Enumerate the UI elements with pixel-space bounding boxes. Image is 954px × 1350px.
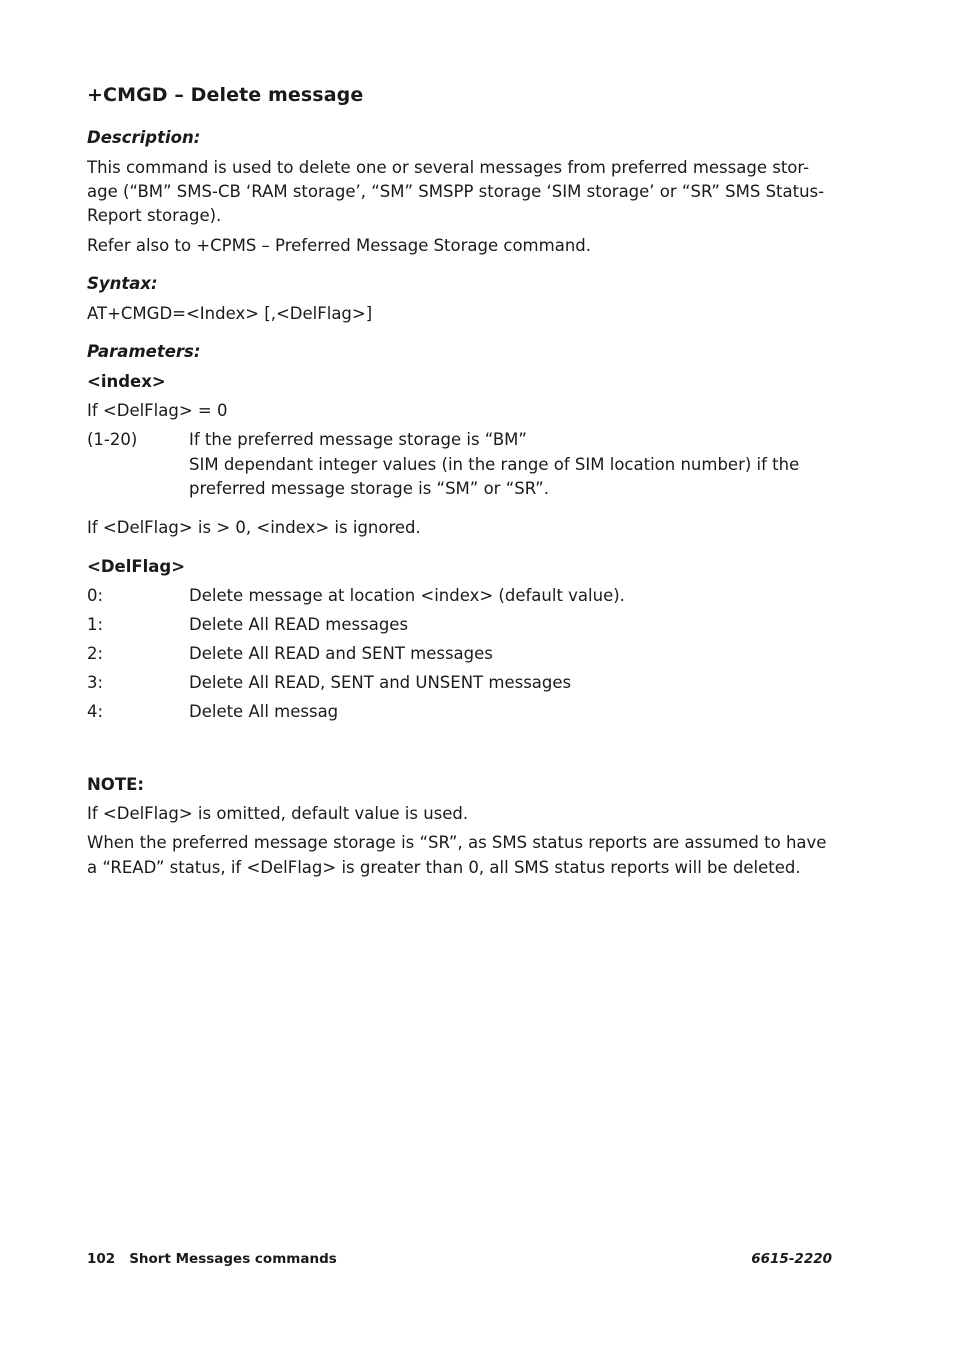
note-line: a “READ” status, if <DelFlag> is greater than 0, all SMS status reports will be deleted. xyxy=(87,858,801,877)
delflag-key: 0: xyxy=(87,586,104,605)
delflag-text: Delete All READ, SENT and UNSENT messages xyxy=(189,673,572,692)
refer-also-text: Refer also to +CPMS – Preferred Message Storage command. xyxy=(87,236,591,255)
param-delflag-name: <DelFlag> xyxy=(87,557,186,576)
delflag-key: 3: xyxy=(87,673,104,692)
range-line: If the preferred message storage is “BM” xyxy=(189,430,527,449)
syntax-command: AT+CMGD=<Index> [,<DelFlag>] xyxy=(87,304,373,323)
page-number: 102 xyxy=(87,1251,116,1267)
document-page xyxy=(87,0,832,1350)
syntax-heading: Syntax: xyxy=(87,274,158,293)
parameters-heading: Parameters: xyxy=(87,342,201,361)
range-line: preferred message storage is “SM” or “SR”. xyxy=(189,479,549,498)
delflag-key: 2: xyxy=(87,644,104,663)
delflag-key: 4: xyxy=(87,702,104,721)
note-line: If <DelFlag> is omitted, default value is used. xyxy=(87,804,469,823)
range-key: (1-20) xyxy=(87,430,138,449)
description-line: This command is used to delete one or several messages from preferred message stor- xyxy=(87,158,810,177)
page-title: +CMGD – Delete message xyxy=(87,84,364,106)
delflag-text: Delete All messag xyxy=(189,702,339,721)
page-footer-left xyxy=(87,1251,337,1267)
note-heading: NOTE: xyxy=(87,775,144,794)
description-heading: Description: xyxy=(87,128,201,147)
note-line: When the preferred message storage is “SR”, as SMS status reports are assumed to have xyxy=(87,833,827,852)
param-index-name: <index> xyxy=(87,372,166,391)
param-index-ignored: If <DelFlag> is > 0, <index> is ignored. xyxy=(87,518,421,537)
delflag-text: Delete All READ messages xyxy=(189,615,409,634)
description-line: age (“BM” SMS-CB ‘RAM storage’, “SM” SMSPP storage ‘SIM storage’ or “SR” SMS Status- xyxy=(87,182,825,201)
delflag-key: 1: xyxy=(87,615,104,634)
range-line: SIM dependant integer values (in the range of SIM location number) if the xyxy=(189,455,800,474)
delflag-text: Delete message at location <index> (default value). xyxy=(189,586,625,605)
param-index-condition: If <DelFlag> = 0 xyxy=(87,401,228,420)
footer-section: Short Messages commands xyxy=(129,1251,337,1267)
description-line: Report storage). xyxy=(87,206,222,225)
footer-doc-id: 6615-2220 xyxy=(751,1251,832,1267)
delflag-text: Delete All READ and SENT messages xyxy=(189,644,493,663)
